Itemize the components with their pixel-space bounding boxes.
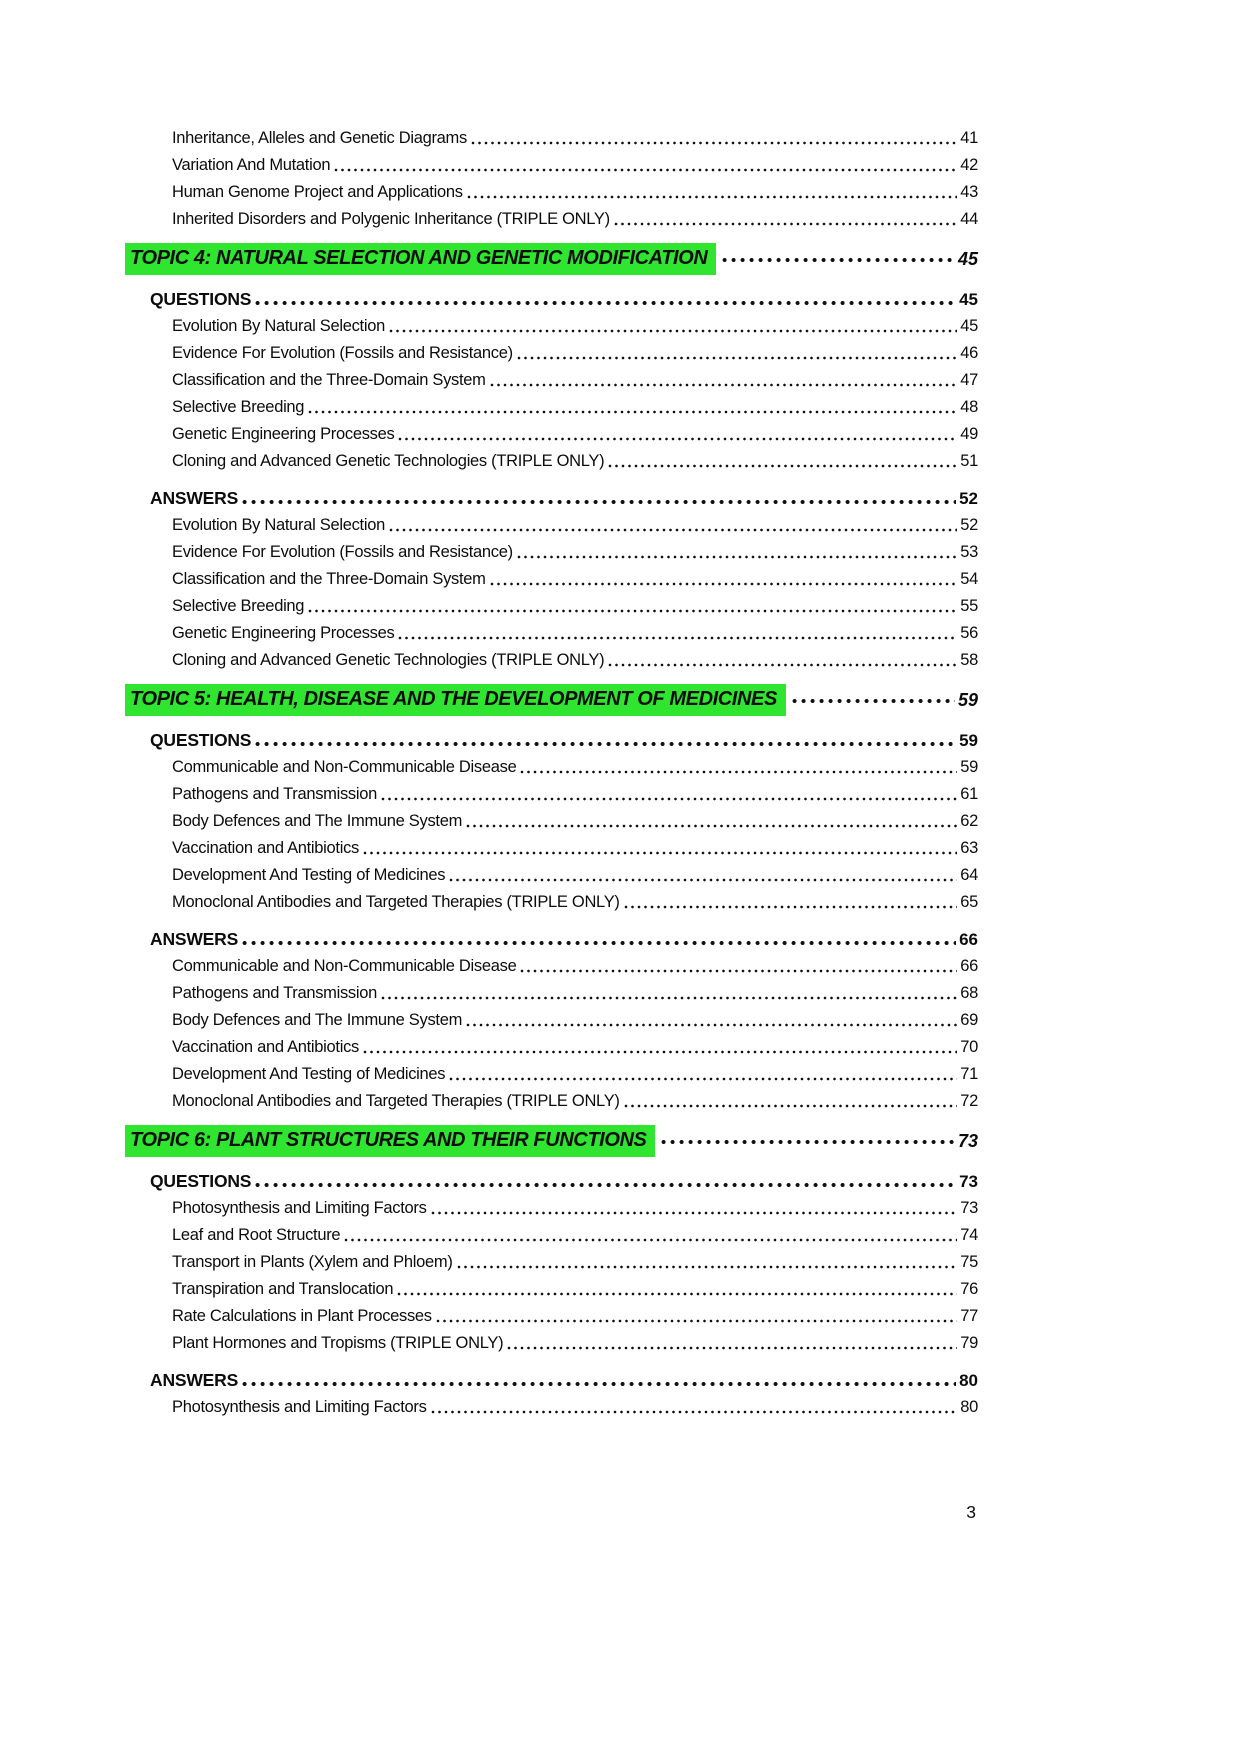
toc-page-number: 51 (960, 452, 978, 470)
dotted-leader (389, 528, 957, 532)
dotted-leader (255, 741, 956, 747)
toc-row-topic (130, 683, 978, 717)
toc-row-entry (130, 421, 978, 448)
toc-page-number: 45 (959, 289, 978, 309)
dotted-leader (255, 300, 956, 306)
toc-entry-label: Evidence For Evolution (Fossils and Resistance) (172, 344, 513, 362)
toc-page-number: 73 (957, 1130, 978, 1151)
dotted-leader (520, 770, 957, 774)
toc-page-number: 59 (960, 758, 978, 776)
dotted-leader (255, 1182, 956, 1188)
toc-row-entry (130, 1061, 978, 1088)
toc-row-entry (130, 647, 978, 674)
toc-row-entry (130, 1007, 978, 1034)
dotted-leader (242, 1381, 956, 1387)
dotted-leader (517, 555, 957, 559)
toc-page-number: 69 (960, 1011, 978, 1029)
toc-entry-label: Vaccination and Antibiotics (172, 839, 359, 857)
toc-entry-label: Inheritance, Alleles and Genetic Diagrams (172, 129, 467, 147)
toc-entry-label: Plant Hormones and Tropisms (TRIPLE ONLY) (172, 1334, 504, 1352)
toc-page-number: 65 (960, 893, 978, 911)
toc-entry-label: Development And Testing of Medicines (172, 866, 446, 884)
dotted-leader (466, 1023, 957, 1027)
toc-entry-label: Genetic Engineering Processes (172, 425, 395, 443)
toc-row-entry (130, 152, 978, 179)
toc-entry-label: Human Genome Project and Applications (172, 183, 463, 201)
toc-section-label: ANSWERS (150, 929, 239, 949)
toc-row-entry (130, 313, 978, 340)
dotted-leader (398, 437, 957, 441)
dotted-leader (242, 499, 956, 505)
toc-entry-label: Pathogens and Transmission (172, 785, 377, 803)
dotted-leader (471, 141, 957, 145)
toc-row-section (130, 286, 978, 313)
toc-entry-label: Communicable and Non-Communicable Disease (172, 758, 517, 776)
dotted-leader (792, 698, 955, 704)
toc-page-number: 59 (959, 730, 978, 750)
toc-page-number: 66 (960, 957, 978, 975)
toc-row-entry (130, 1303, 978, 1330)
toc-row-entry (130, 394, 978, 421)
toc-page-number: 46 (960, 344, 978, 362)
toc-page-number: 72 (960, 1092, 978, 1110)
toc-page-number: 62 (960, 812, 978, 830)
dotted-leader (308, 609, 957, 613)
dotted-leader (381, 797, 957, 801)
toc-row-entry (130, 781, 978, 808)
toc-entry-label: Development And Testing of Medicines (172, 1065, 446, 1083)
toc-row-entry (130, 179, 978, 206)
toc-page-number: 52 (959, 488, 978, 508)
toc-row-section (130, 485, 978, 512)
toc-page-number: 42 (960, 156, 978, 174)
toc-page-number: 64 (960, 866, 978, 884)
toc-page-number: 45 (957, 248, 978, 269)
dotted-leader (431, 1211, 958, 1215)
toc-entry-label: Evolution By Natural Selection (172, 516, 385, 534)
toc-row-entry (130, 1195, 978, 1222)
toc-entry-label: Body Defences and The Immune System (172, 812, 463, 830)
toc-row-entry (130, 754, 978, 781)
dotted-leader (397, 1292, 957, 1296)
toc-entry-label: Pathogens and Transmission (172, 984, 377, 1002)
toc-row-entry (130, 367, 978, 394)
toc-row-entry (130, 539, 978, 566)
dotted-leader (363, 1050, 957, 1054)
toc-row-section (130, 727, 978, 754)
toc-row-entry (130, 808, 978, 835)
dotted-leader (467, 195, 958, 199)
toc-topic-label: TOPIC 6: PLANT STRUCTURES AND THEIR FUNCTIONS (125, 1125, 655, 1157)
toc-page-number: 80 (959, 1370, 978, 1390)
toc-entry-label: Cloning and Advanced Genetic Technologies (TRIPLE ONLY) (172, 651, 605, 669)
dotted-leader (436, 1319, 957, 1323)
toc-page-number: 77 (960, 1307, 978, 1325)
toc-page-number: 56 (960, 624, 978, 642)
dotted-leader (490, 383, 958, 387)
dotted-leader (520, 969, 957, 973)
dotted-leader (431, 1410, 958, 1414)
dotted-leader (517, 356, 957, 360)
toc-row-entry (130, 980, 978, 1007)
dotted-leader (490, 582, 958, 586)
dotted-leader (457, 1265, 958, 1269)
toc-page-number: 55 (960, 597, 978, 615)
toc-page-number: 71 (960, 1065, 978, 1083)
toc-page-number: 41 (960, 129, 978, 147)
toc-page-number: 79 (960, 1334, 978, 1352)
toc-row-entry (130, 448, 978, 475)
dotted-leader (363, 851, 957, 855)
toc-row-entry (130, 1249, 978, 1276)
toc-row-entry (130, 953, 978, 980)
toc-page-number: 47 (960, 371, 978, 389)
dotted-leader (661, 1139, 955, 1145)
toc-row-section (130, 926, 978, 953)
toc-entry-label: Evidence For Evolution (Fossils and Resistance) (172, 543, 513, 561)
toc-page-number: 68 (960, 984, 978, 1002)
toc-page-number: 73 (960, 1199, 978, 1217)
toc-section-label: ANSWERS (150, 488, 239, 508)
toc-row-entry (130, 1330, 978, 1357)
dotted-leader (389, 329, 957, 333)
toc-entry-label: Monoclonal Antibodies and Targeted Therapies (TRIPLE ONLY) (172, 893, 620, 911)
toc-page-number: 43 (960, 183, 978, 201)
dotted-leader (449, 1077, 957, 1081)
toc-row-entry (130, 1034, 978, 1061)
toc-row-topic (130, 1124, 978, 1158)
toc-section-label: QUESTIONS (150, 289, 252, 309)
toc-page-number: 74 (960, 1226, 978, 1244)
toc-entry-label: Transpiration and Translocation (172, 1280, 394, 1298)
toc-row-entry (130, 206, 978, 233)
toc-row-entry (130, 620, 978, 647)
dotted-leader (608, 663, 957, 667)
dotted-leader (624, 905, 958, 909)
toc-row-entry (130, 340, 978, 367)
toc-row-entry (130, 512, 978, 539)
toc-entry-label: Leaf and Root Structure (172, 1226, 341, 1244)
toc-entry-label: Transport in Plants (Xylem and Phloem) (172, 1253, 453, 1271)
dotted-leader (449, 878, 957, 882)
toc-page-number: 44 (960, 210, 978, 228)
toc-page-number: 58 (960, 651, 978, 669)
toc-page-number: 73 (959, 1171, 978, 1191)
toc-entry-label: Genetic Engineering Processes (172, 624, 395, 642)
toc-entry-label: Photosynthesis and Limiting Factors (172, 1199, 427, 1217)
toc-page-number: 45 (960, 317, 978, 335)
toc-row-entry (130, 593, 978, 620)
toc-row-entry (130, 125, 978, 152)
toc-entry-label: Selective Breeding (172, 398, 305, 416)
toc-row-entry (130, 1276, 978, 1303)
toc-entry-label: Classification and the Three-Domain System (172, 570, 486, 588)
dotted-leader (398, 636, 957, 640)
toc-page-number: 70 (960, 1038, 978, 1056)
toc-entry-label: Variation And Mutation (172, 156, 331, 174)
toc-page-number: 63 (960, 839, 978, 857)
toc-row-section (130, 1367, 978, 1394)
toc-topic-label: TOPIC 5: HEALTH, DISEASE AND THE DEVELOPMENT OF MEDICINES (125, 684, 786, 716)
toc-entry-label: Vaccination and Antibiotics (172, 1038, 359, 1056)
dotted-leader (608, 464, 957, 468)
toc-page-number: 59 (957, 689, 978, 710)
dotted-leader (466, 824, 957, 828)
dotted-leader (344, 1238, 957, 1242)
toc-entry-label: Rate Calculations in Plant Processes (172, 1307, 432, 1325)
toc-entry-label: Body Defences and The Immune System (172, 1011, 463, 1029)
table-of-contents (130, 125, 978, 1421)
toc-entry-label: Inherited Disorders and Polygenic Inheritance (TRIPLE ONLY) (172, 210, 610, 228)
dotted-leader (334, 168, 957, 172)
dotted-leader (507, 1346, 957, 1350)
toc-entry-label: Photosynthesis and Limiting Factors (172, 1398, 427, 1416)
toc-entry-label: Selective Breeding (172, 597, 305, 615)
toc-row-topic (130, 242, 978, 276)
toc-page-number: 75 (960, 1253, 978, 1271)
toc-entry-label: Monoclonal Antibodies and Targeted Therapies (TRIPLE ONLY) (172, 1092, 620, 1110)
toc-entry-label: Cloning and Advanced Genetic Technologies (TRIPLE ONLY) (172, 452, 605, 470)
toc-page-number: 54 (960, 570, 978, 588)
toc-entry-label: Communicable and Non-Communicable Disease (172, 957, 517, 975)
toc-page-number: 76 (960, 1280, 978, 1298)
toc-page-number: 52 (960, 516, 978, 534)
dotted-leader (722, 257, 955, 263)
toc-entry-label: Classification and the Three-Domain System (172, 371, 486, 389)
toc-section-label: ANSWERS (150, 1370, 239, 1390)
toc-row-entry (130, 566, 978, 593)
page-number: 3 (966, 1502, 976, 1522)
dotted-leader (614, 222, 957, 226)
toc-row-entry (130, 1088, 978, 1115)
toc-entry-label: Evolution By Natural Selection (172, 317, 385, 335)
dotted-leader (308, 410, 957, 414)
toc-section-label: QUESTIONS (150, 730, 252, 750)
toc-page-number: 61 (960, 785, 978, 803)
toc-row-entry (130, 1394, 978, 1421)
toc-row-entry (130, 835, 978, 862)
toc-topic-label: TOPIC 4: NATURAL SELECTION AND GENETIC MODIFICATION (125, 243, 716, 275)
dotted-leader (381, 996, 957, 1000)
toc-row-entry (130, 1222, 978, 1249)
dotted-leader (242, 940, 956, 946)
toc-page-number: 66 (959, 929, 978, 949)
toc-page-number: 49 (960, 425, 978, 443)
toc-row-section (130, 1168, 978, 1195)
toc-page-number: 80 (960, 1398, 978, 1416)
toc-section-label: QUESTIONS (150, 1171, 252, 1191)
dotted-leader (624, 1104, 958, 1108)
toc-page-number: 53 (960, 543, 978, 561)
toc-row-entry (130, 889, 978, 916)
toc-row-entry (130, 862, 978, 889)
toc-page-number: 48 (960, 398, 978, 416)
